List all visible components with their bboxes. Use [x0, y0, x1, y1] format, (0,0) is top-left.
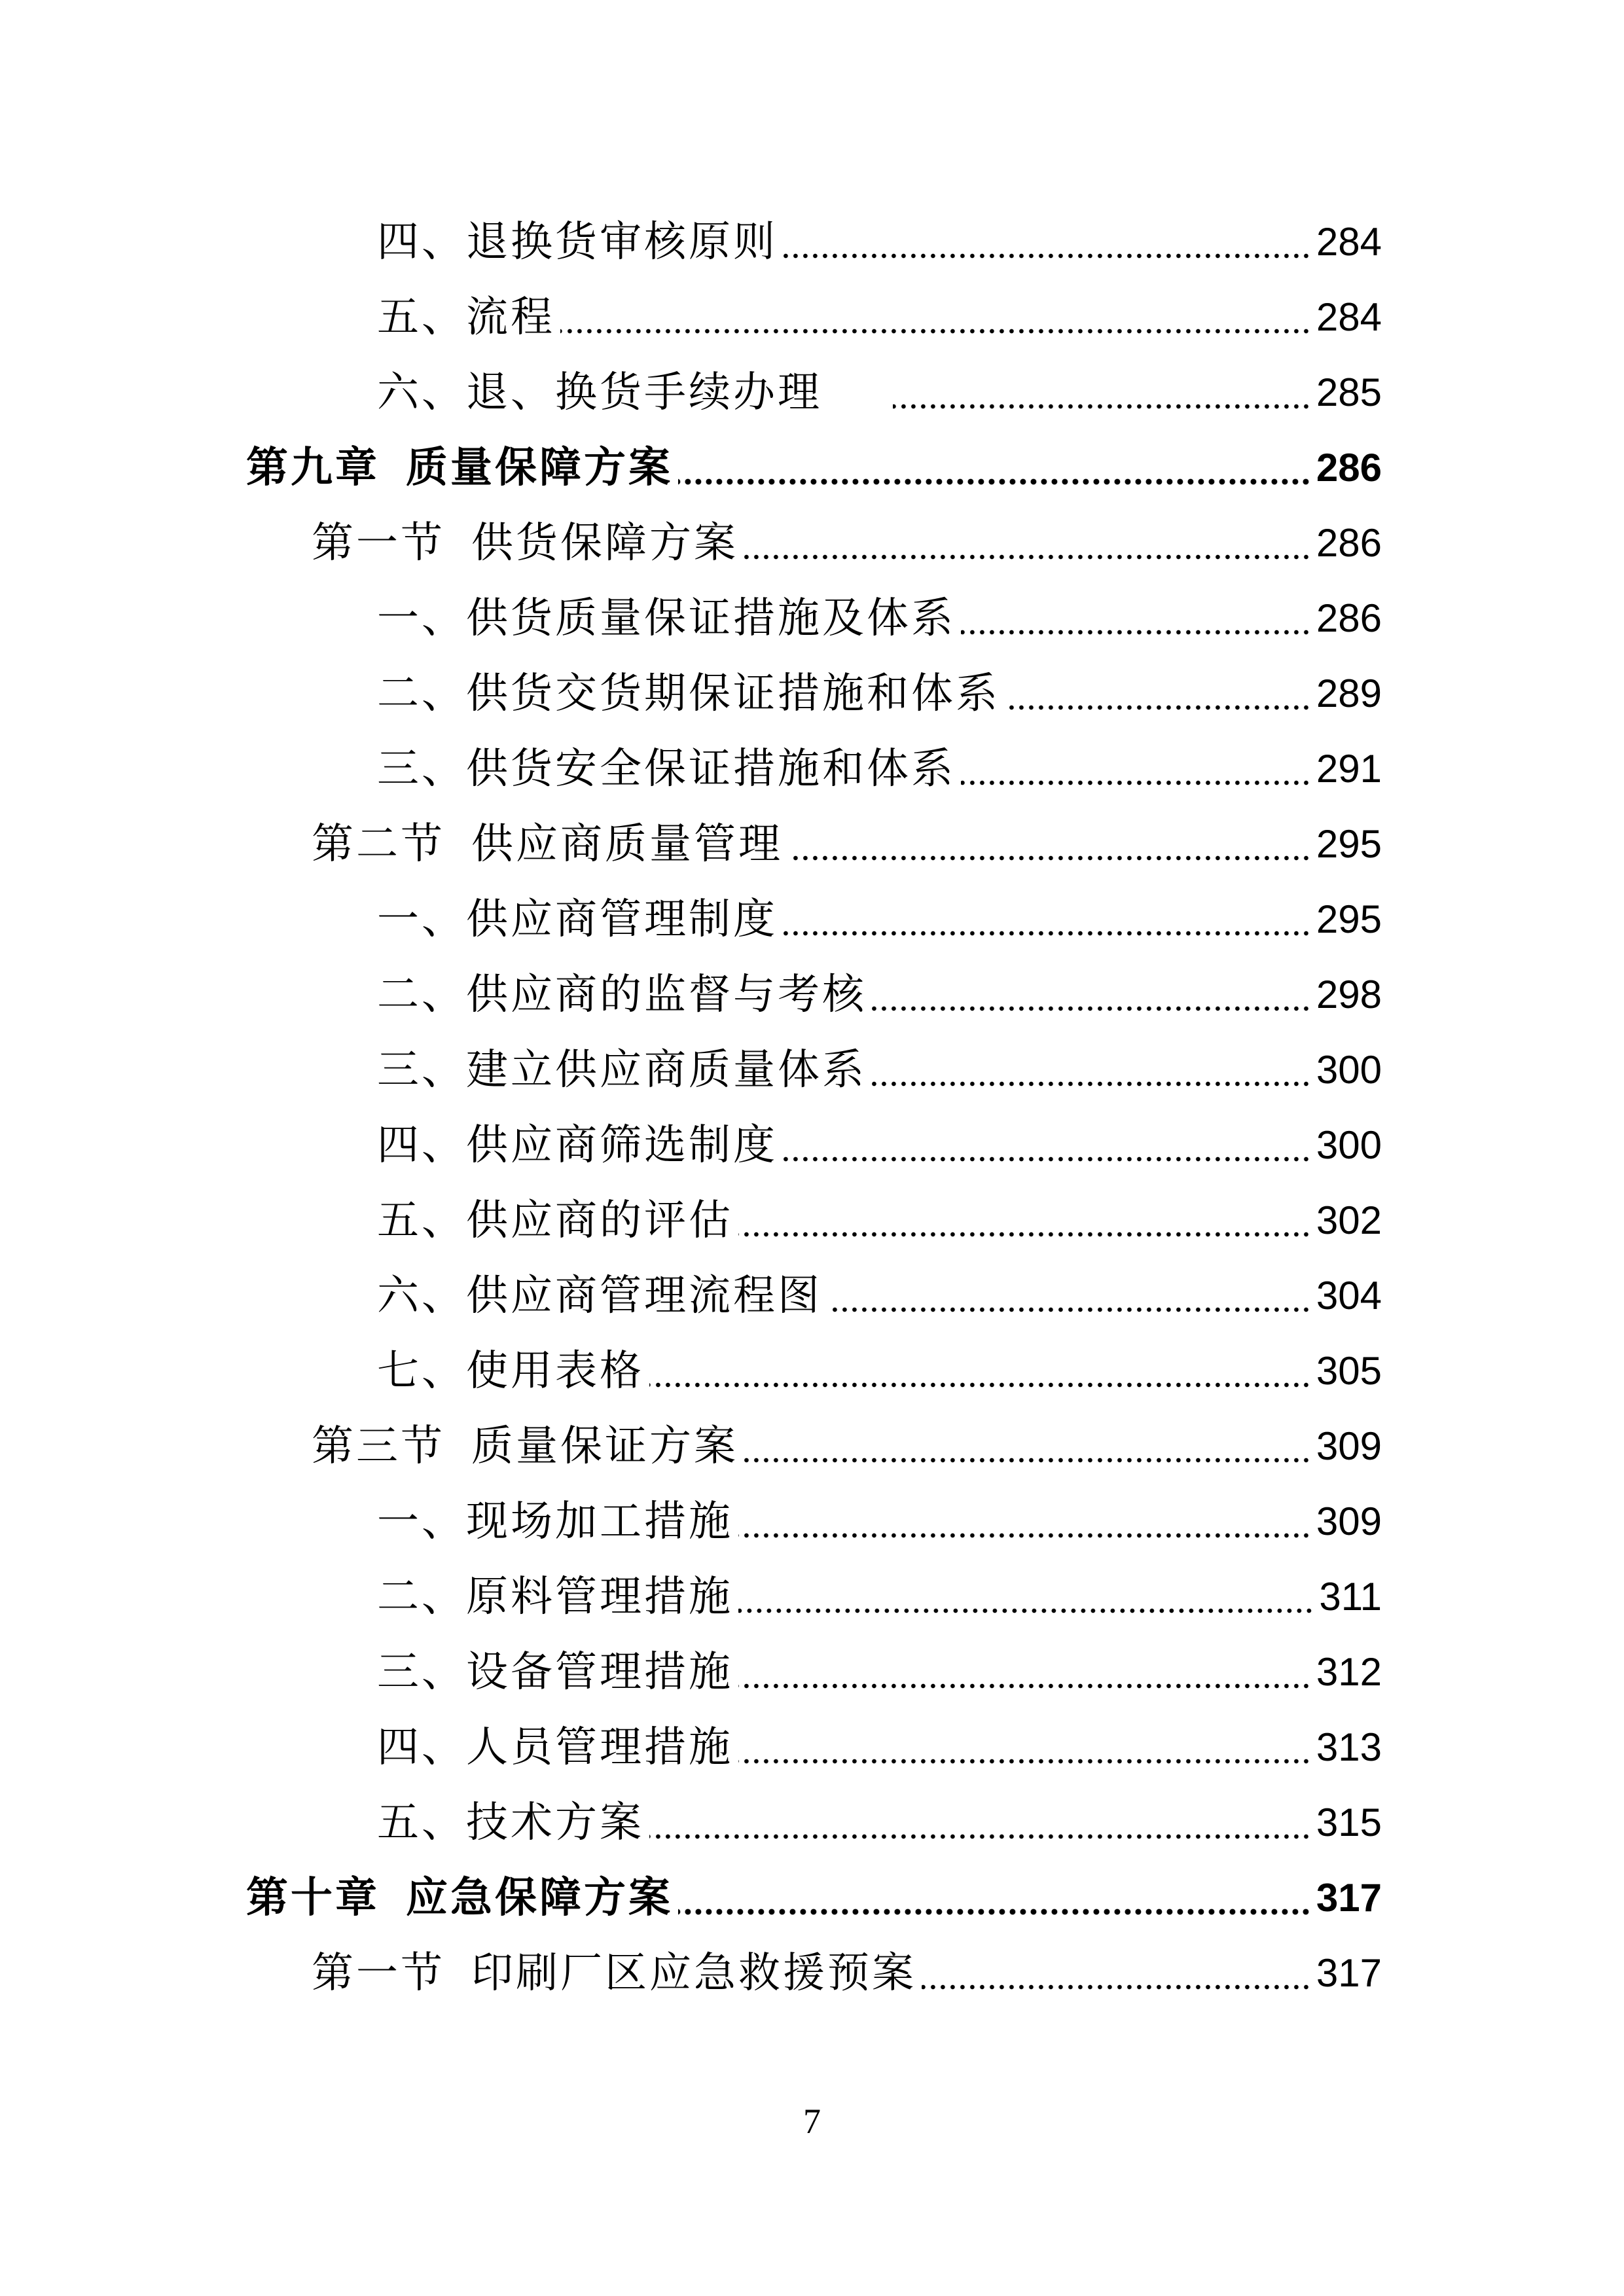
chapter-title: 应急保障方案: [406, 1874, 673, 1922]
toc-entry-page: 291: [1316, 747, 1382, 791]
dot-leader: [649, 1382, 1311, 1388]
toc-entry[interactable]: [377, 1034, 1382, 1106]
toc-entry-label: 五、流程: [377, 293, 555, 342]
toc-entry-page: 286: [1316, 521, 1382, 565]
section-title: 供应商质量管理: [471, 820, 783, 869]
toc-entry-label: [246, 444, 673, 492]
dot-leader: [922, 1984, 1311, 1990]
toc-entry[interactable]: [377, 1636, 1382, 1708]
toc-entry-label: 一、供货质量保证措施及体系: [377, 594, 956, 643]
toc-entry-label: 二、供应商的监督与考核: [377, 971, 867, 1019]
toc-entry-label: 四、退换货审核原则: [377, 218, 778, 266]
dot-leader: [738, 1758, 1311, 1765]
toc-entry-page: 309: [1316, 1424, 1382, 1468]
toc-entry[interactable]: [377, 733, 1382, 805]
toc-entry-page: 305: [1316, 1349, 1382, 1393]
toc-entry-page: 313: [1316, 1725, 1382, 1769]
dot-leader: [738, 1532, 1311, 1539]
toc-entry-page: 311: [1319, 1575, 1382, 1619]
toc-entry-page: 289: [1316, 672, 1382, 715]
toc-entry-page: 312: [1316, 1650, 1382, 1694]
toc-entry-page: 300: [1316, 1048, 1382, 1092]
toc-entry-label: 四、人员管理措施: [377, 1723, 733, 1772]
chapter-number: 第九章: [246, 444, 380, 492]
dot-leader: [738, 1683, 1311, 1689]
dot-leader: [744, 554, 1311, 560]
toc-entry[interactable]: [377, 1787, 1382, 1859]
toc-entry[interactable]: [377, 1712, 1382, 1784]
toc-chapter-entry[interactable]: [246, 1862, 1382, 1934]
dot-leader: [872, 1005, 1311, 1012]
toc-entry-page: 286: [1316, 446, 1382, 490]
dot-leader: [783, 930, 1311, 937]
toc-entry-label: 六、供应商管理流程图: [377, 1272, 822, 1320]
page-number-footer: 7: [803, 2102, 821, 2141]
toc-entry-label: 一、现场加工措施: [377, 1498, 733, 1546]
toc-entry-label: 二、供货交货期保证措施和体系: [377, 670, 1000, 718]
toc-entry-label: 三、建立供应商质量体系: [377, 1046, 867, 1094]
toc-entry-page: 295: [1316, 822, 1382, 866]
toc-entry-page: 285: [1316, 370, 1382, 414]
toc-entry-label: 四、供应商筛选制度: [377, 1121, 778, 1170]
dot-leader: [738, 1231, 1311, 1238]
toc-entry-label: [312, 1949, 916, 1998]
toc-entry-page: 309: [1316, 1499, 1382, 1543]
dot-leader: [1005, 704, 1311, 711]
dot-leader: [783, 1156, 1311, 1162]
toc-entry-page: 298: [1316, 973, 1382, 1016]
dot-leader: [738, 1607, 1314, 1614]
chapter-number: 第十章: [246, 1874, 380, 1922]
dot-leader: [678, 1909, 1311, 1915]
toc-entry-page: 300: [1316, 1123, 1382, 1167]
dot-leader: [961, 629, 1311, 636]
toc-entry-page: 295: [1316, 897, 1382, 941]
toc-entry-page: 302: [1316, 1198, 1382, 1242]
chapter-title: 质量保障方案: [406, 444, 673, 492]
toc-section-entry[interactable]: [312, 1937, 1382, 2009]
toc-section-entry[interactable]: [312, 507, 1382, 579]
toc-entry-page: 284: [1316, 220, 1382, 264]
section-number: 第一节: [312, 1949, 445, 1998]
toc-entry-label: [312, 519, 738, 567]
toc-entry[interactable]: [377, 1260, 1382, 1332]
toc-entry-label: 五、供应商的评估: [377, 1196, 733, 1245]
toc-entry-page: 317: [1316, 1951, 1382, 1995]
toc-entry[interactable]: [377, 1486, 1382, 1558]
toc-entry[interactable]: [377, 357, 1382, 429]
dot-leader: [783, 253, 1311, 259]
section-number: 第一节: [312, 519, 445, 567]
toc-entry[interactable]: [377, 206, 1382, 278]
toc-entry[interactable]: [377, 1109, 1382, 1181]
toc-entry-label: [312, 820, 783, 869]
toc-entry-label: 一、供应商管理制度: [377, 895, 778, 944]
dot-leader: [560, 328, 1311, 334]
section-number: 第二节: [312, 820, 445, 869]
dot-leader: [678, 478, 1311, 485]
toc-entry[interactable]: [377, 884, 1382, 956]
toc-entry-page: 284: [1316, 295, 1382, 339]
toc-entry-page: 304: [1316, 1274, 1382, 1318]
toc-entry[interactable]: [377, 1185, 1382, 1257]
toc-section-entry[interactable]: [312, 1410, 1382, 1482]
section-title: 质量保证方案: [471, 1422, 738, 1471]
toc-entry-label: 三、设备管理措施: [377, 1648, 733, 1696]
toc-entry-label: [312, 1422, 738, 1471]
dot-leader: [827, 1306, 1311, 1313]
toc-entry[interactable]: [377, 959, 1382, 1031]
toc-entry-page: 315: [1316, 1801, 1382, 1844]
toc-entry-label: 二、原料管理措施: [377, 1573, 733, 1621]
toc-entry-page: 286: [1316, 596, 1382, 640]
toc-section-entry[interactable]: [312, 808, 1382, 880]
toc-entry[interactable]: [377, 583, 1382, 655]
section-title: 供货保障方案: [471, 519, 738, 567]
toc-chapter-entry[interactable]: [246, 432, 1382, 504]
toc-entry-label: 五、技术方案: [377, 1799, 644, 1847]
dot-leader: [893, 403, 1311, 410]
dot-leader: [744, 1457, 1311, 1463]
toc-entry-label: 七、使用表格: [377, 1347, 644, 1395]
section-number: 第三节: [312, 1422, 445, 1471]
toc-entry[interactable]: [377, 658, 1382, 730]
toc-entry-label: 六、退、换货手续办理: [377, 368, 822, 417]
toc-entry[interactable]: [377, 1335, 1382, 1407]
toc-entry[interactable]: [377, 281, 1382, 353]
dot-leader: [649, 1833, 1311, 1840]
toc-entry-label: [246, 1874, 673, 1922]
dot-leader: [961, 780, 1311, 786]
toc-entry-label: 三、供货安全保证措施和体系: [377, 745, 956, 793]
toc-entry-page: 317: [1316, 1876, 1382, 1920]
dot-leader: [788, 855, 1311, 861]
dot-leader: [872, 1081, 1311, 1087]
toc-entry[interactable]: [377, 1561, 1382, 1633]
section-title: 印刷厂区应急救援预案: [471, 1949, 916, 1998]
